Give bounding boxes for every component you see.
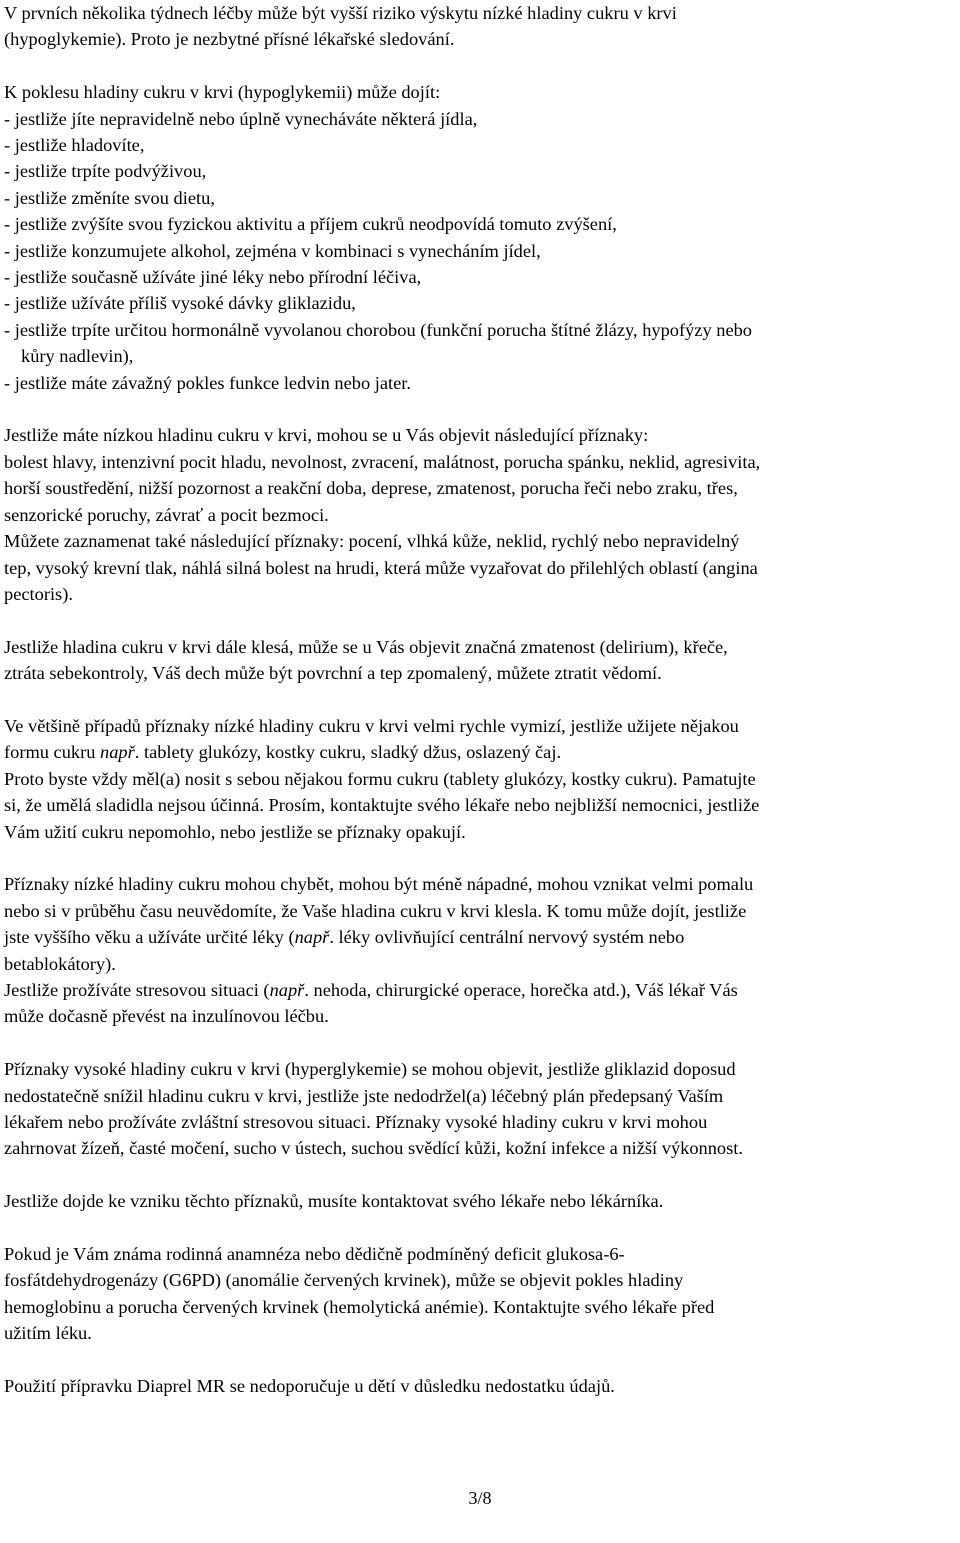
text-line: fosfátdehydrogenázy (G6PD) (anomálie červených krvinek), může se objevit pokles hladiny (4, 1270, 684, 1291)
list-item: - jestliže máte závažný pokles funkce ledvin nebo jater. (4, 372, 411, 393)
list-item: - jestliže trpíte určitou hormonálně vyvolanou chorobou (funkční porucha štítné žlázy, hypofýzy nebo (4, 319, 752, 340)
document-page (4, 0, 958, 1399)
decline-paragraph (4, 634, 958, 687)
list-item-continuation: kůry nadlevin), (21, 346, 134, 367)
missing-symptoms-paragraph (4, 871, 958, 1029)
text-line: ztráta sebekontroly, Váš dech může být povrchní a tep zpomalený, můžete ztratit vědomí. (4, 663, 662, 684)
text-line: Vám užití cukru nepomohlo, nebo jestliže se příznaky opakují. (4, 821, 466, 842)
text-line: nebo si v průběhu času neuvědomíte, že Vaše hladina cukru v krvi klesla. K tomu může dojít, jestliže (4, 900, 747, 921)
text-line: Jestliže máte nízkou hladinu cukru v krvi, mohou se u Vás objevit následující příznaky: (4, 425, 649, 446)
text-line: si, že umělá sladidla nejsou účinná. Prosím, kontaktujte svého lékaře nebo nejbližší nemocnici, jestliže (4, 795, 760, 816)
text-line: senzorické poruchy, závrať a pocit bezmoci. (4, 504, 329, 525)
list-item: - jestliže zvýšíte svou fyzickou aktivitu a příjem cukrů neodpovídá tomuto zvýšení, (4, 214, 617, 235)
text-line: lékařem nebo prožíváte zvláštní stresovou situaci. Příznaky vysoké hladiny cukru v krvi mohou (4, 1111, 708, 1132)
text-segment: . nehoda, chirurgické operace, horečka atd.), Váš lékař Vás (304, 979, 738, 1000)
list-item: - jestliže konzumujete alkohol, zejména v kombinaci s vynecháním jídel, (4, 240, 541, 261)
contact-paragraph (4, 1188, 958, 1214)
list-item: - jestliže současně užíváte jiné léky nebo přírodní léčiva, (4, 267, 422, 288)
text-segment: formu cukru (4, 742, 101, 763)
sugar-advice-paragraph (4, 713, 958, 845)
text-line: Jestliže hladina cukru v krvi dále klesá, může se u Vás objevit značná zmatenost (delirium), křeče, (4, 636, 728, 657)
text-segment: jste vyššího věku a užíváte určité léky ( (4, 927, 295, 948)
list-item: - jestliže trpíte podvýživou, (4, 161, 207, 182)
g6pd-paragraph (4, 1241, 958, 1347)
text-line: Proto byste vždy měl(a) nosit s sebou nějakou formu cukru (tablety glukózy, kostky cukru). Pamatujte (4, 768, 756, 789)
symptoms-paragraph (4, 422, 958, 607)
list-heading: K poklesu hladiny cukru v krvi (hypoglykemii) může dojít: (4, 82, 441, 103)
text-line: Pokud je Vám známa rodinná anamnéza nebo dědičně podmíněný deficit glukosa-6- (4, 1243, 625, 1264)
text-line: V prvních několika týdnech léčby může být vyšší riziko výskytu nízké hladiny cukru v krvi (4, 3, 677, 23)
text-line: Příznaky nízké hladiny cukru mohou chybět, mohou být méně nápadné, mohou vznikat velmi pomalu (4, 874, 754, 895)
text-line: užitím léku. (4, 1323, 92, 1344)
text-line: Příznaky vysoké hladiny cukru v krvi (hyperglykemie) se mohou objevit, jestliže gliklazid doposud (4, 1059, 736, 1080)
italic-abbreviation: např (269, 979, 305, 1000)
text-line: bolest hlavy, intenzivní pocit hladu, nevolnost, zvracení, malátnost, porucha spánku, neklid, agresivita, (4, 451, 761, 472)
text-line: může dočasně převést na inzulínovou léčbu. (4, 1006, 329, 1027)
text-line: hemoglobinu a porucha červených krvinek (hemolytická anémie). Kontaktujte svého lékaře před (4, 1296, 715, 1317)
list-item: - jestliže hladovíte, (4, 135, 145, 156)
text-line: horší soustředění, nižší pozornost a reakční doba, deprese, zmatenost, porucha řeči nebo zraku, třes, (4, 478, 738, 499)
text-segment: . tablety glukózy, kostky cukru, sladký džus, oslazený čaj. (134, 742, 562, 763)
text-line: Jestliže dojde ke vzniku těchto příznaků, musíte kontaktovat svého lékaře nebo lékárníka. (4, 1191, 664, 1212)
text-segment: Jestliže prožíváte stresovou situaci ( (4, 979, 270, 1000)
list-item: - jestliže změníte svou dietu, (4, 187, 215, 208)
text-line: betablokátory). (4, 953, 116, 974)
page-number: 3/8 (468, 1488, 492, 1508)
text-segment: . léky ovlivňující centrální nervový systém nebo (329, 927, 685, 948)
text-line: zahrnovat žízeň, časté močení, sucho v ústech, suchou svědící kůži, kožní infekce a nižší výkonnost. (4, 1138, 743, 1159)
text-line: (hypoglykemie). Proto je nezbytné přísné lékařské sledování. (4, 29, 455, 50)
intro-paragraph (4, 0, 958, 53)
italic-abbreviation: např (294, 927, 330, 948)
text-line (4, 924, 958, 950)
italic-abbreviation: např (100, 742, 135, 763)
hyperglycemia-paragraph (4, 1056, 958, 1162)
text-line: nedostatečně snížil hladinu cukru v krvi, jestliže jste nedodržel(a) léčebný plán předepsaný Vaším (4, 1085, 724, 1106)
text-line: tep, vysoký krevní tlak, náhlá silná bolest na hrudi, která může vyzařovat do přilehlých oblastí (angina (4, 557, 758, 578)
list-item: - jestliže jíte nepravidelně nebo úplně vynecháváte některá jídla, (4, 108, 478, 129)
list-item: - jestliže užíváte příliš vysoké dávky gliklazidu, (4, 293, 356, 314)
text-line: pectoris). (4, 583, 73, 604)
text-line: Můžete zaznamenat také následující příznaky: pocení, vlhká kůže, neklid, rychlý nebo nepravidelný (4, 531, 740, 552)
children-paragraph (4, 1373, 958, 1399)
text-line: Ve většině případů příznaky nízké hladiny cukru v krvi velmi rychle vymizí, jestliže užijete nějakou (4, 715, 739, 736)
text-line: Použití přípravku Diaprel MR se nedoporučuje u dětí v důsledku nedostatku údajů. (4, 1375, 615, 1396)
hypoglycemia-causes-list (4, 79, 958, 396)
text-line (4, 977, 958, 1003)
text-line (4, 739, 958, 765)
